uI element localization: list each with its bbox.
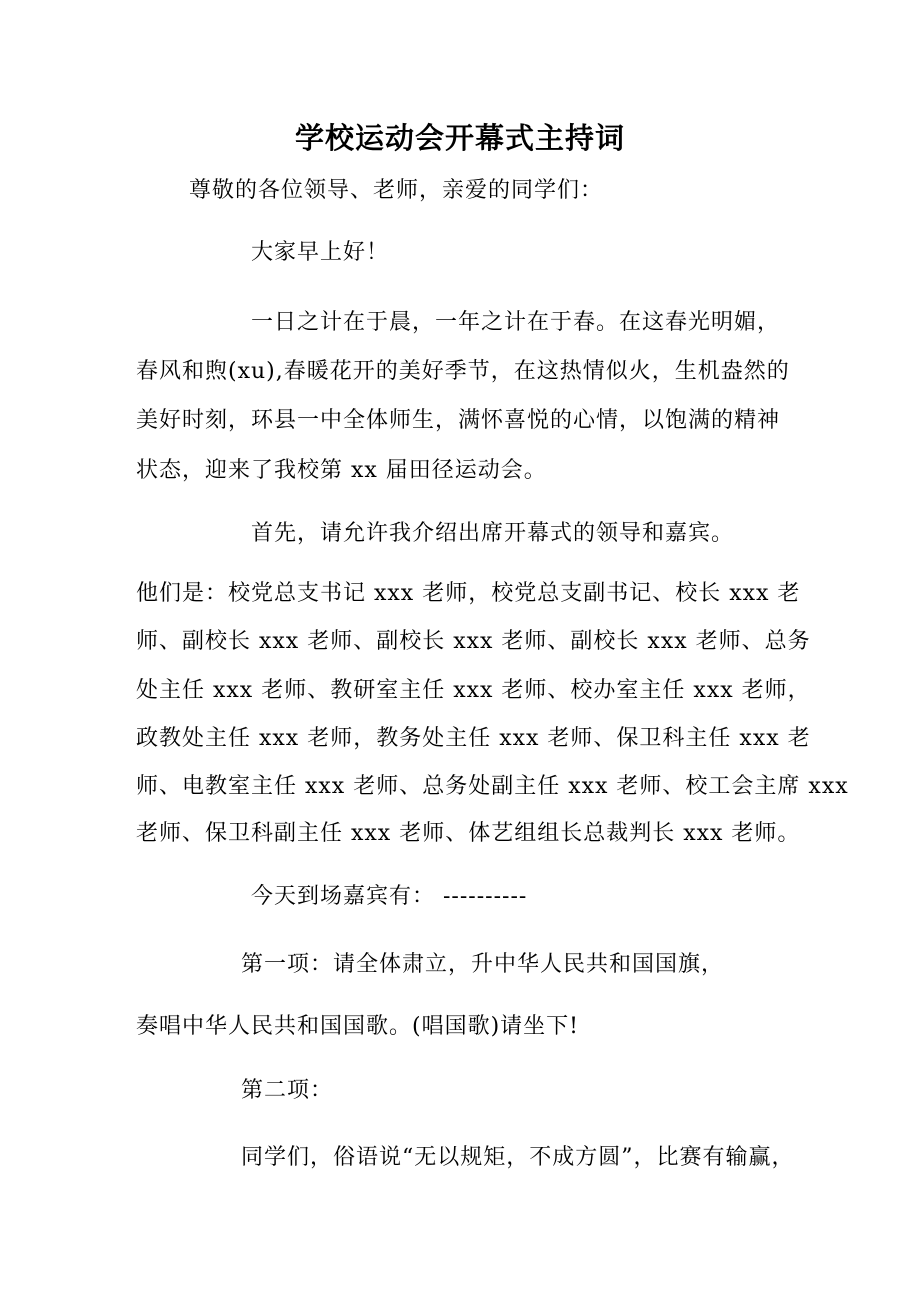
paragraph-line: 一日之计在于晨，一年之计在于春。在这春光明媚， xyxy=(251,310,781,335)
paragraph-line: 政教处主任 xxx 老师，教务处主任 xxx 老师、保卫科主任 xxx 老 xyxy=(136,726,811,751)
document-title: 学校运动会开幕式主持词 xyxy=(294,121,625,155)
paragraph-line: 同学们，俗语说“无以规矩，不成方圆”，比赛有输赢， xyxy=(241,1145,795,1170)
greeting-line: 大家早上好！ xyxy=(251,240,390,265)
paragraph-line: 春风和煦(xu),春暖花开的美好季节，在这热情似火，生机盎然的 xyxy=(136,359,790,384)
paragraph-line: 状态，迎来了我校第 xx 届田径运动会。 xyxy=(136,458,547,483)
paragraph-line: 首先，请允许我介绍出席开幕式的领导和嘉宾。 xyxy=(251,521,735,546)
paragraph-line: 老师、保卫科副主任 xxx 老师、体艺组组长总裁判长 xxx 老师。 xyxy=(136,821,801,846)
guests-line: 今天到场嘉宾有： ---------- xyxy=(251,884,528,909)
agenda-item-2: 第二项： xyxy=(241,1078,334,1103)
paragraph-line: 处主任 xxx 老师、教研室主任 xxx 老师、校办室主任 xxx 老师， xyxy=(136,678,811,703)
agenda-item-1-continued: 奏唱中华人民共和国国歌。(唱国歌)请坐下! xyxy=(136,1014,580,1039)
paragraph-line: 他们是：校党总支书记 xxx 老师，校党总支副书记、校长 xxx 老 xyxy=(136,581,801,606)
paragraph-line: 美好时刻，环县一中全体师生，满怀喜悦的心情，以饱满的精神 xyxy=(136,408,781,433)
salutation-line: 尊敬的各位领导、老师，亲爱的同学们： xyxy=(189,178,604,203)
paragraph-line: 师、电教室主任 xxx 老师、总务处副主任 xxx 老师、校工会主席 xxx xyxy=(136,774,849,799)
paragraph-line: 师、副校长 xxx 老师、副校长 xxx 老师、副校长 xxx 老师、总务 xyxy=(136,629,811,654)
agenda-item-1: 第一项：请全体肃立，升中华人民共和国国旗， xyxy=(241,952,725,977)
